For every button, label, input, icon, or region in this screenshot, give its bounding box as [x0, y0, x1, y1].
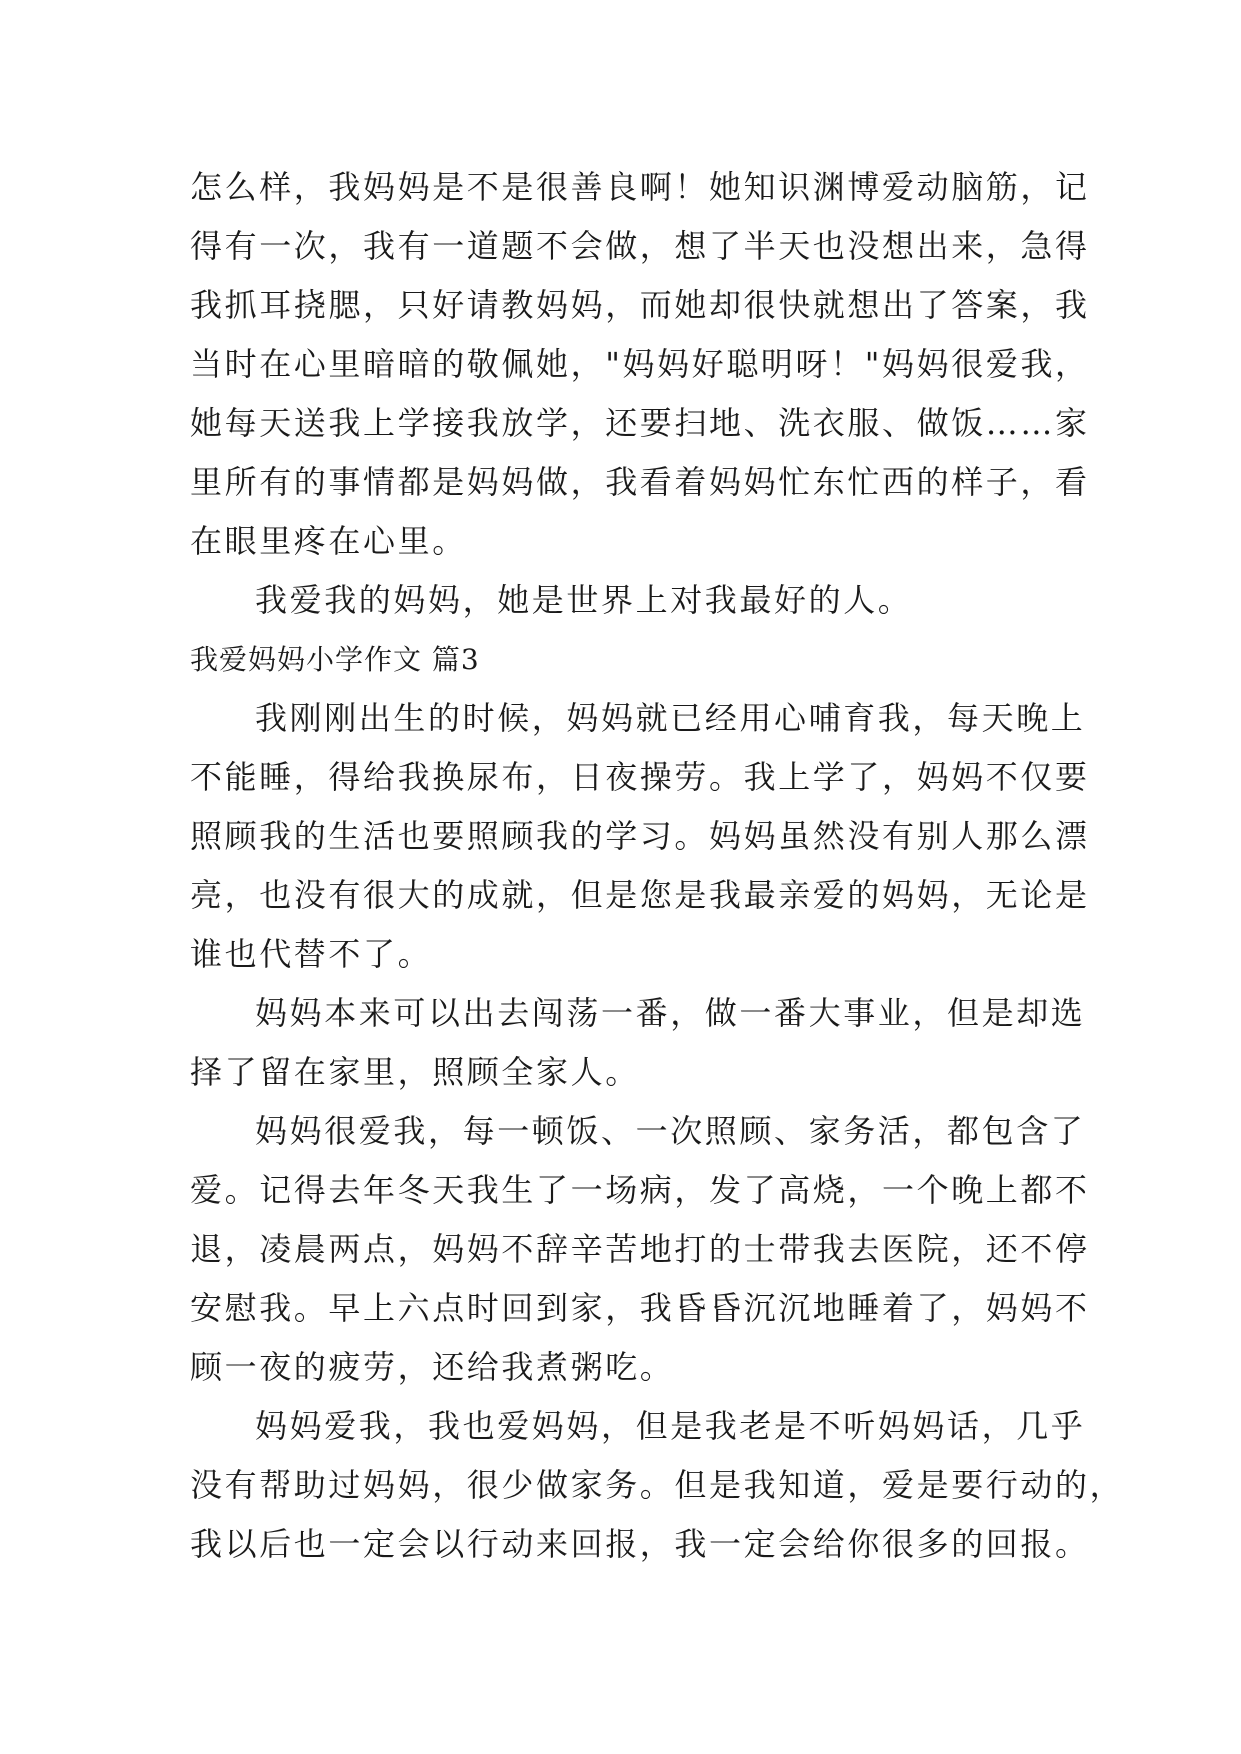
text-line: 我以后也一定会以行动来回报，我一定会给你很多的回报。 — [190, 1525, 1090, 1563]
essay-paragraph-3 — [190, 1102, 1090, 1397]
text-line: 顾一夜的疲劳，还给我煮粥吃。 — [190, 1348, 675, 1386]
text-line: 不能睡，得给我换尿布，日夜操劳。我上学了，妈妈不仅要 — [190, 758, 1090, 796]
text-line: 怎么样，我妈妈是不是很善良啊！她知识渊博爱动脑筋，记 — [190, 168, 1090, 206]
text-line: 妈妈很爱我，每一顿饭、一次照顾、家务活，都包含了 — [255, 1112, 1086, 1150]
essay-heading: 我爱妈妈小学作文 篇3 — [190, 643, 480, 676]
text-line: 当时在心里暗暗的敬佩她，"妈妈好聪明呀！"妈妈很爱我， — [190, 345, 1090, 383]
text-line: 照顾我的生活也要照顾我的学习。妈妈虽然没有别人那么漂 — [190, 817, 1090, 855]
text-line: 妈妈本来可以出去闯荡一番，做一番大事业，但是却选 — [255, 994, 1086, 1032]
text-line: 爱。记得去年冬天我生了一场病，发了高烧，一个晚上都不 — [190, 1171, 1090, 1209]
text-line: 里所有的事情都是妈妈做，我看着妈妈忙东忙西的样子，看 — [190, 463, 1090, 501]
text-line: 没有帮助过妈妈，很少做家务。但是我知道，爱是要行动的， — [190, 1466, 1125, 1504]
text-line: 退，凌晨两点，妈妈不辞辛苦地打的士带我去医院，还不停 — [190, 1230, 1090, 1268]
intro-paragraph — [190, 158, 1090, 571]
text-line: 我抓耳挠腮，只好请教妈妈，而她却很快就想出了答案，我 — [190, 286, 1090, 324]
document-page — [190, 158, 1125, 1574]
text-line: 亮，也没有很大的成就，但是您是我最亲爱的妈妈，无论是 — [190, 876, 1090, 914]
text-line: 安慰我。早上六点时回到家，我昏昏沉沉地睡着了，妈妈不 — [190, 1289, 1090, 1327]
text-line: 妈妈爱我，我也爱妈妈，但是我老是不听妈妈话，几乎 — [255, 1407, 1086, 1445]
text-line: 她每天送我上学接我放学，还要扫地、洗衣服、做饭……家 — [190, 404, 1090, 442]
closing-paragraph — [190, 571, 1080, 630]
text-line: 我刚刚出生的时候，妈妈就已经用心哺育我，每天晚上 — [255, 699, 1086, 737]
text-line: 择了留在家里，照顾全家人。 — [190, 1053, 640, 1091]
text-line: 在眼里疼在心里。 — [190, 522, 467, 560]
text-line: 我爱我的妈妈，她是世界上对我最好的人。 — [255, 581, 913, 619]
text-line: 得有一次，我有一道题不会做，想了半天也没想出来，急得 — [190, 227, 1090, 265]
essay-paragraph-2 — [190, 984, 1086, 1102]
essay-paragraph-4 — [190, 1397, 1125, 1574]
essay-paragraph-1 — [190, 689, 1090, 984]
text-line: 谁也代替不了。 — [190, 935, 433, 973]
